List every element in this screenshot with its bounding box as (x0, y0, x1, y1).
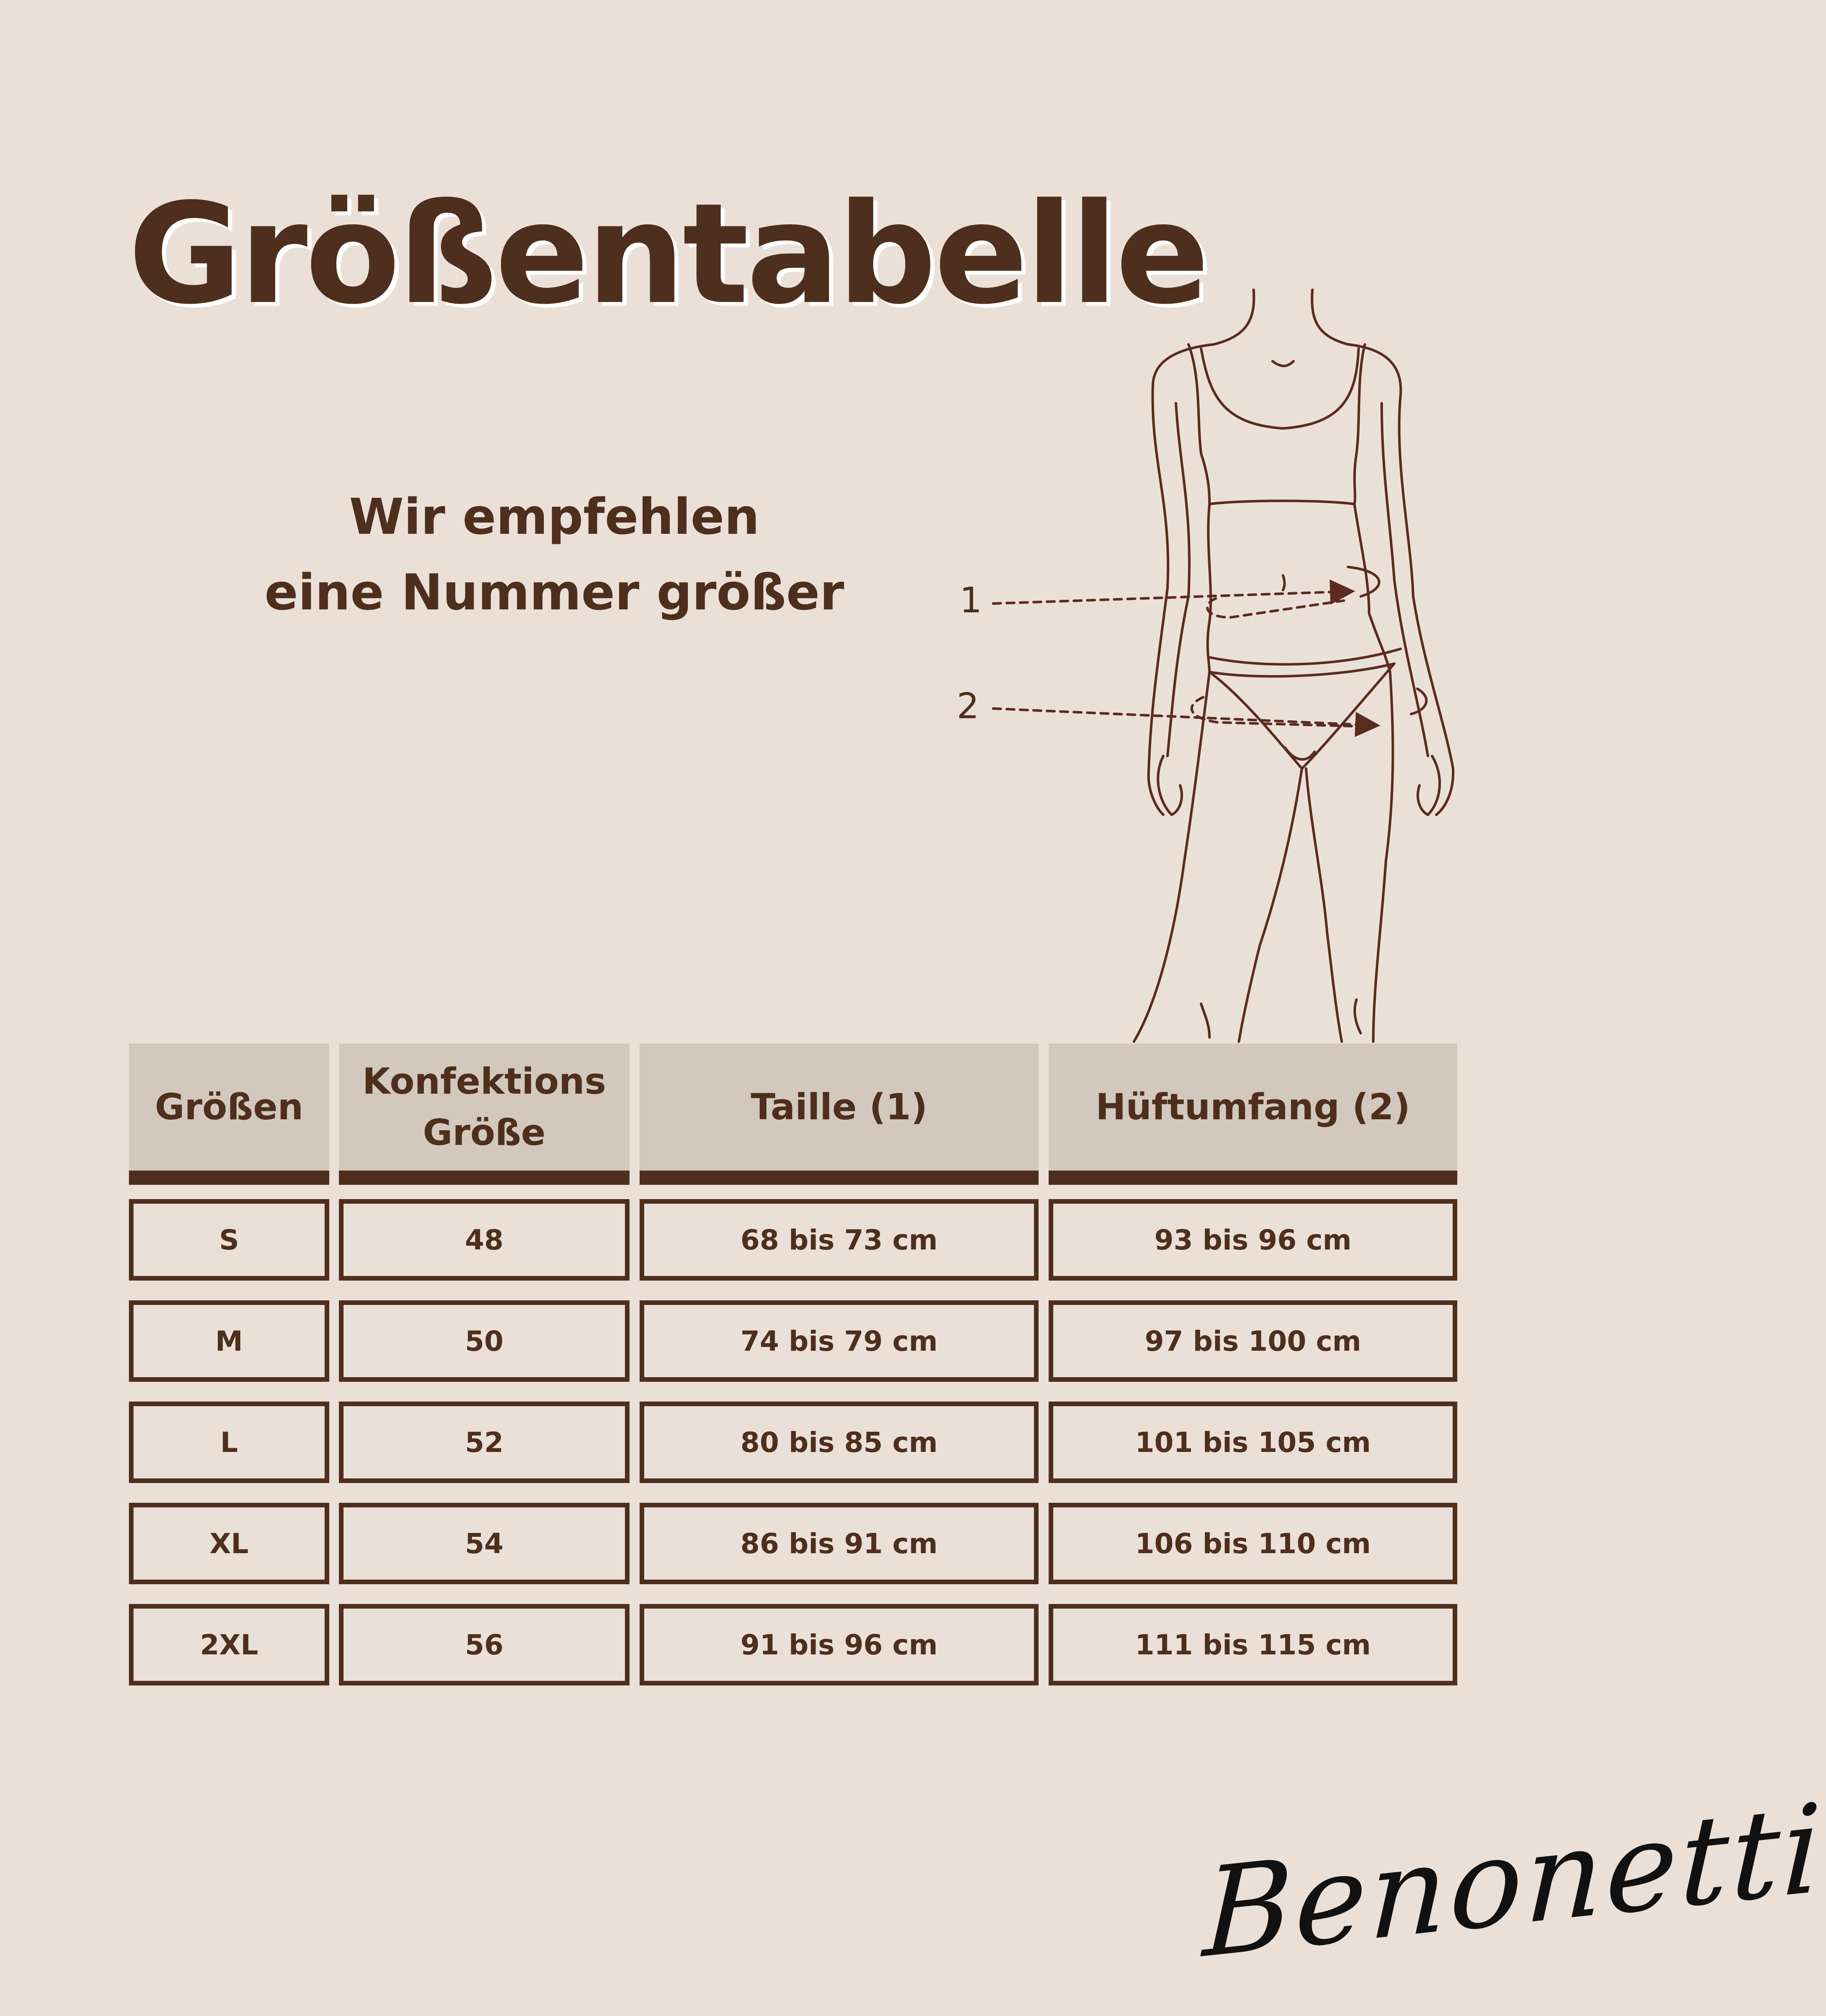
cell-hueftumfang: 97 bis 100 cm (1049, 1300, 1457, 1382)
header-hueftumfang-label: Hüftumfang (2) (1095, 1086, 1411, 1128)
cell-groesse: S (129, 1199, 329, 1281)
cell-konfektion: 56 (339, 1604, 630, 1685)
cell-groesse: XL (129, 1503, 329, 1584)
cell-groesse: L (129, 1402, 329, 1483)
left-arm-outline (1149, 344, 1214, 815)
waist-arrow (993, 591, 1350, 604)
recommendation-text (176, 479, 932, 630)
header-groessen-label: Größen (155, 1086, 304, 1128)
page-title: Größentabelle (128, 173, 1207, 335)
cell-taille: 86 bis 91 cm (640, 1503, 1039, 1584)
header-taille (640, 1044, 1039, 1185)
header-taille-label: Taille (1) (750, 1086, 928, 1128)
neck-outline (1214, 290, 1254, 344)
cell-hueftumfang: 93 bis 96 cm (1049, 1199, 1457, 1281)
cell-konfektion: 54 (339, 1503, 630, 1584)
cell-hueftumfang: 101 bis 105 cm (1049, 1402, 1457, 1483)
cell-taille: 74 bis 79 cm (640, 1300, 1039, 1382)
hip-marker-label: 2 (957, 685, 979, 727)
torso-outline (1208, 504, 1211, 672)
cell-konfektion: 52 (339, 1402, 630, 1483)
recommendation-line-1: Wir empfehlen (349, 488, 760, 546)
header-hueftumfang (1049, 1044, 1457, 1185)
waist-measure-loop (1207, 598, 1344, 617)
cell-taille: 80 bis 85 cm (640, 1402, 1039, 1483)
header-konfektion-line-1: Konfektions (362, 1060, 606, 1102)
header-konfektion (339, 1044, 630, 1185)
cell-konfektion: 50 (339, 1300, 630, 1382)
header-konfektion-line-2: Größe (422, 1112, 546, 1154)
hip-arrow (993, 709, 1375, 725)
cell-hueftumfang: 106 bis 110 cm (1049, 1503, 1457, 1584)
waist-marker-label: 1 (960, 580, 982, 621)
recommendation-line-2: eine Nummer größer (264, 563, 845, 621)
right-arm-outline (1348, 344, 1453, 815)
body-measurement-illustration (924, 269, 1470, 1046)
cell-konfektion: 48 (339, 1199, 630, 1281)
cell-taille: 68 bis 73 cm (640, 1199, 1039, 1281)
header-groessen (129, 1044, 329, 1185)
brand-signature: Benonetti (1201, 1777, 1826, 1985)
cell-groesse: 2XL (129, 1604, 329, 1685)
legs-outline (1134, 672, 1209, 1042)
cell-taille: 91 bis 96 cm (640, 1604, 1039, 1685)
cell-hueftumfang: 111 bis 115 cm (1049, 1604, 1457, 1685)
briefs-outline (1209, 649, 1401, 664)
cell-groesse: M (129, 1300, 329, 1382)
